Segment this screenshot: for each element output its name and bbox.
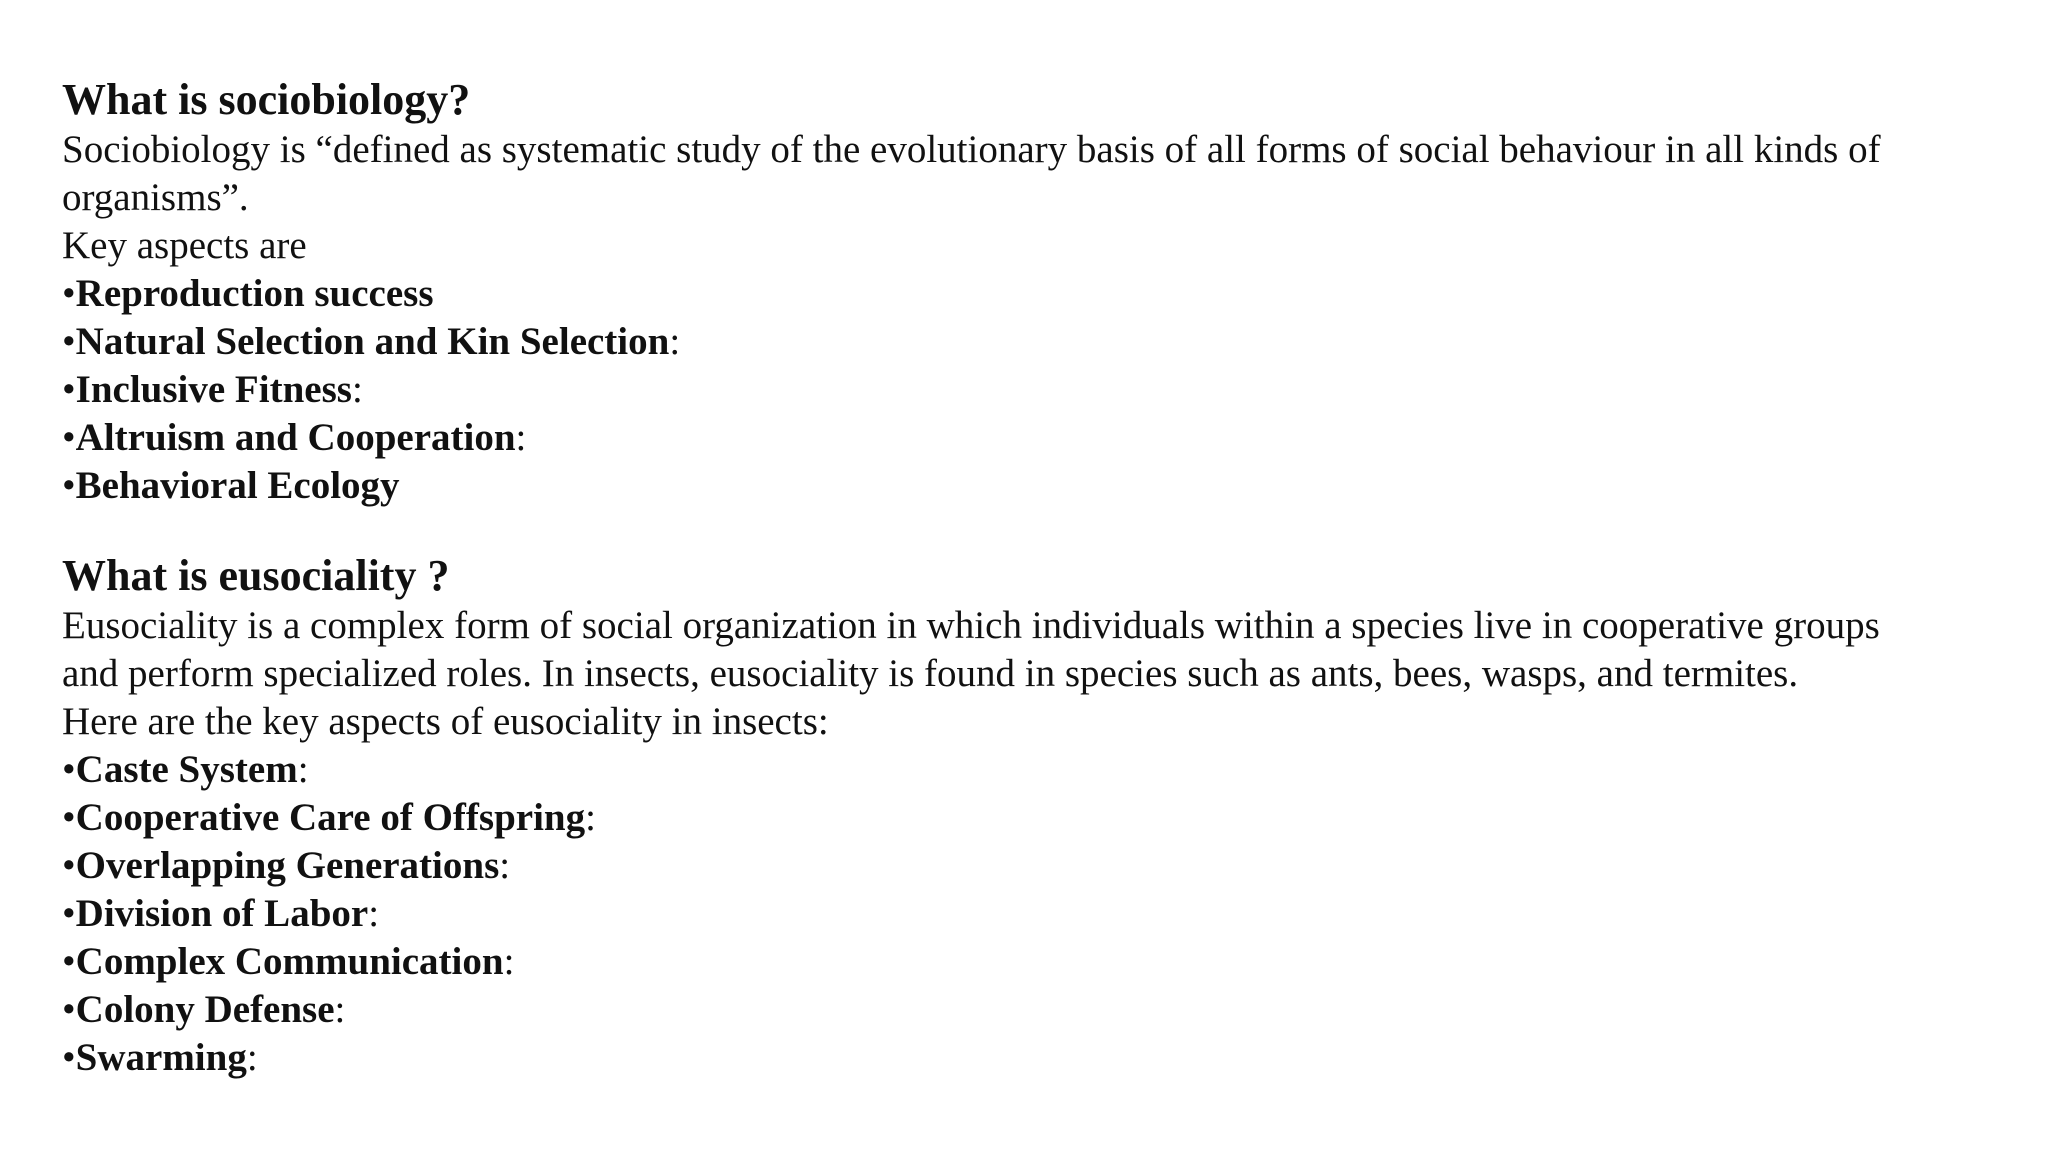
bullet-suffix: : bbox=[499, 844, 511, 887]
bullet-marker: • bbox=[62, 464, 76, 507]
section-eusociality bbox=[62, 550, 2022, 1082]
section-heading: What is eusociality ? bbox=[62, 551, 450, 600]
bullet-marker: • bbox=[62, 844, 76, 887]
key-aspects-intro: Key aspects are bbox=[62, 224, 307, 267]
bullet-marker: • bbox=[62, 796, 76, 839]
bullet-suffix: : bbox=[669, 320, 681, 363]
bullet-marker: • bbox=[62, 416, 76, 459]
definition-line: and perform specialized roles. In insects, eusociality is found in species such as ants, bees, wasps, and termites. bbox=[62, 652, 1799, 695]
definition-line: organisms”. bbox=[62, 176, 249, 219]
bullet-suffix: : bbox=[585, 796, 596, 839]
list-item bbox=[62, 890, 2022, 938]
bullet-term: Swarming bbox=[75, 1036, 247, 1079]
list-item bbox=[62, 318, 2022, 366]
slide-content bbox=[62, 74, 2022, 1082]
list-item bbox=[62, 746, 2022, 794]
bullet-suffix: : bbox=[368, 892, 380, 935]
bullet-suffix: : bbox=[503, 940, 515, 983]
bullet-marker: • bbox=[62, 272, 76, 315]
key-aspects-list bbox=[62, 270, 2022, 510]
bullet-suffix: : bbox=[246, 1036, 258, 1079]
bullet-term: Behavioral Ecology bbox=[75, 464, 400, 507]
definition-line: Sociobiology is “defined as systematic study of the evolutionary basis of all forms of social behaviour in all kinds of bbox=[62, 128, 1881, 171]
bullet-term: Overlapping Generations bbox=[75, 844, 500, 887]
bullet-marker: • bbox=[62, 892, 76, 935]
bullet-marker: • bbox=[62, 940, 76, 983]
bullet-term: Colony Defense bbox=[75, 988, 335, 1031]
section-sociobiology bbox=[62, 74, 2022, 510]
bullet-marker: • bbox=[62, 748, 76, 791]
bullet-term: Complex Communication bbox=[75, 940, 504, 983]
bullet-suffix: : bbox=[297, 748, 309, 791]
list-item bbox=[62, 1034, 2022, 1082]
bullet-term: Caste System bbox=[75, 748, 298, 791]
key-aspects-intro: Here are the key aspects of eusociality in insects: bbox=[62, 700, 829, 743]
list-item bbox=[62, 842, 2022, 890]
list-item bbox=[62, 938, 2022, 986]
bullet-marker: • bbox=[62, 988, 76, 1031]
bullet-term: Division of Labor bbox=[75, 892, 369, 935]
list-item bbox=[62, 462, 2022, 510]
bullet-suffix: : bbox=[334, 988, 346, 1031]
list-item bbox=[62, 986, 2022, 1034]
list-item bbox=[62, 366, 2022, 414]
bullet-term: Cooperative Care of Offspring bbox=[75, 796, 586, 839]
bullet-term: Altruism and Cooperation bbox=[75, 416, 516, 459]
bullet-term: Natural Selection and Kin Selection bbox=[75, 320, 670, 363]
bullet-marker: • bbox=[62, 320, 76, 363]
bullet-suffix: : bbox=[515, 416, 527, 459]
bullet-term: Reproduction success bbox=[75, 272, 434, 315]
list-item bbox=[62, 270, 2022, 318]
list-item bbox=[62, 794, 2022, 842]
bullet-term: Inclusive Fitness bbox=[75, 368, 352, 411]
list-item bbox=[62, 414, 2022, 462]
bullet-marker: • bbox=[62, 368, 76, 411]
key-aspects-list bbox=[62, 746, 2022, 1082]
bullet-suffix: : bbox=[351, 368, 363, 411]
bullet-marker: • bbox=[62, 1036, 76, 1079]
section-heading: What is sociobiology? bbox=[62, 75, 471, 124]
definition-line: Eusociality is a complex form of social organization in which individuals within a species live in cooperative groups bbox=[62, 604, 1880, 647]
